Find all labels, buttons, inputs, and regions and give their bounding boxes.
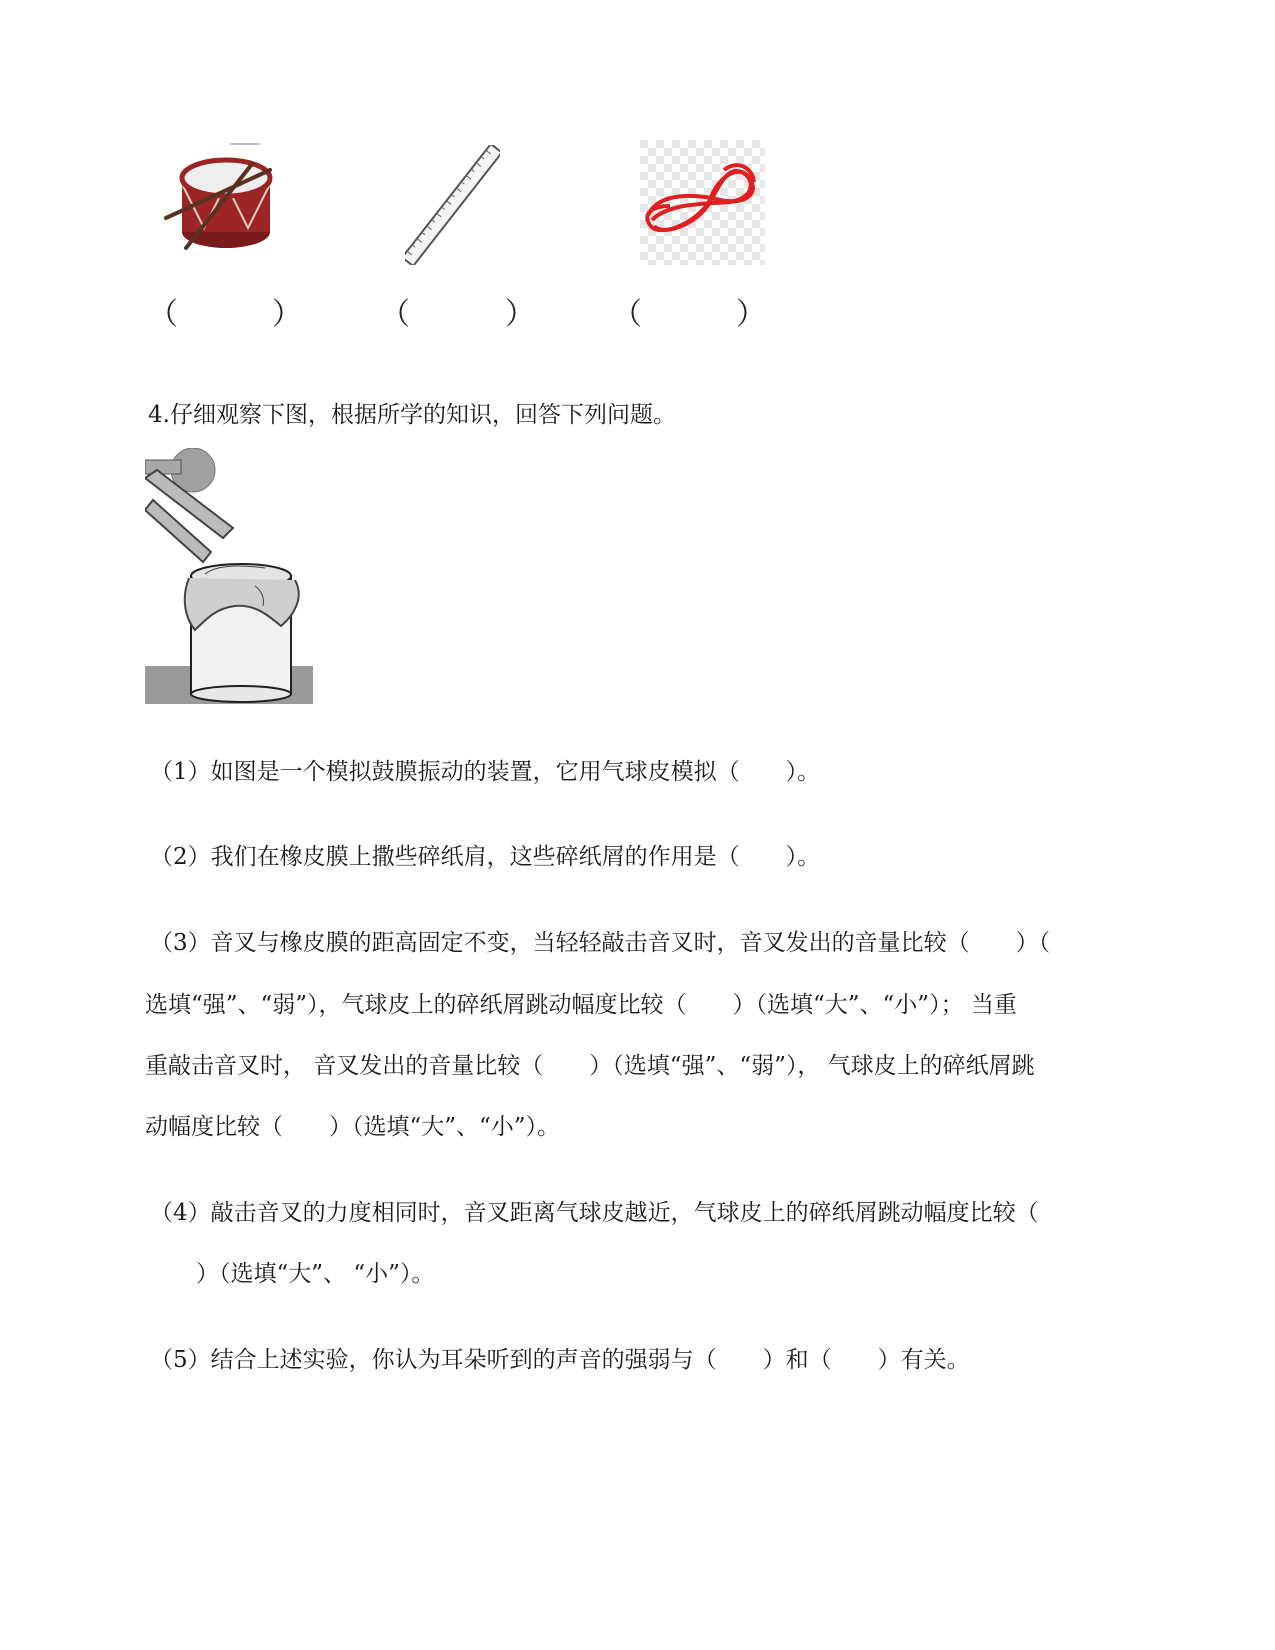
ruler-icon [405, 145, 500, 265]
tuning-fork-icon [145, 448, 233, 562]
answer-paren-right-1: ） [272, 297, 302, 332]
apparatus-picture [145, 448, 315, 708]
sub-question-2: （2）我们在橡皮膜上撒些碎纸肩，这些碎纸屑的作用是（ ）。 [150, 844, 821, 870]
sub-question-4-line-1: （4）敲击音叉的力度相同时，音叉距离气球皮越近，气球皮上的碎纸屑跳动幅度比较（ [150, 1200, 1039, 1226]
answer-paren-left-3: （ [612, 297, 642, 332]
drum-picture [160, 140, 295, 260]
drum-icon [166, 144, 270, 248]
question-4-heading: 4.仔细观察下图，根据所学的知识，回答下列问题。 [148, 402, 676, 428]
answer-paren-right-3: ） [736, 297, 766, 332]
balloon-cup-icon [185, 564, 299, 702]
sub-question-3-line-4: 动幅度比较（ ）（选填“大”、“小”）。 [145, 1114, 561, 1140]
sub-question-3-line-1: （3）音叉与橡皮膜的距高固定不变，当轻轻敲击音叉时，音叉发出的音量比较（ ）（ [150, 930, 1051, 956]
answer-paren-right-2: ） [505, 297, 535, 332]
answer-paren-left-2: （ [380, 297, 410, 332]
sub-question-5: （5）结合上述实验，你认为耳朵听到的声音的强弱与（ ）和（ ）有关。 [150, 1347, 970, 1373]
sub-question-3-line-2: 选填“强”、“弱”），气球皮上的碎纸屑跳动幅度比较（ ）（选填“大”、“小”）； 当重 [145, 992, 1017, 1018]
sub-question-4-line-2: ）（选填“大”、 “小”）。 [150, 1261, 435, 1287]
sub-question-1: （1）如图是一个模拟鼓膜振动的装置，它用气球皮模拟（ ）。 [150, 759, 821, 785]
ruler-picture [405, 145, 500, 265]
rubber-band-picture [640, 140, 765, 265]
sub-question-3-line-3: 重敲击音叉时， 音叉发出的音量比较（ ）（选填“强”、“弱”）， 气球皮上的碎纸屑跳 [145, 1053, 1035, 1079]
answer-paren-left-1: （ [148, 297, 178, 332]
